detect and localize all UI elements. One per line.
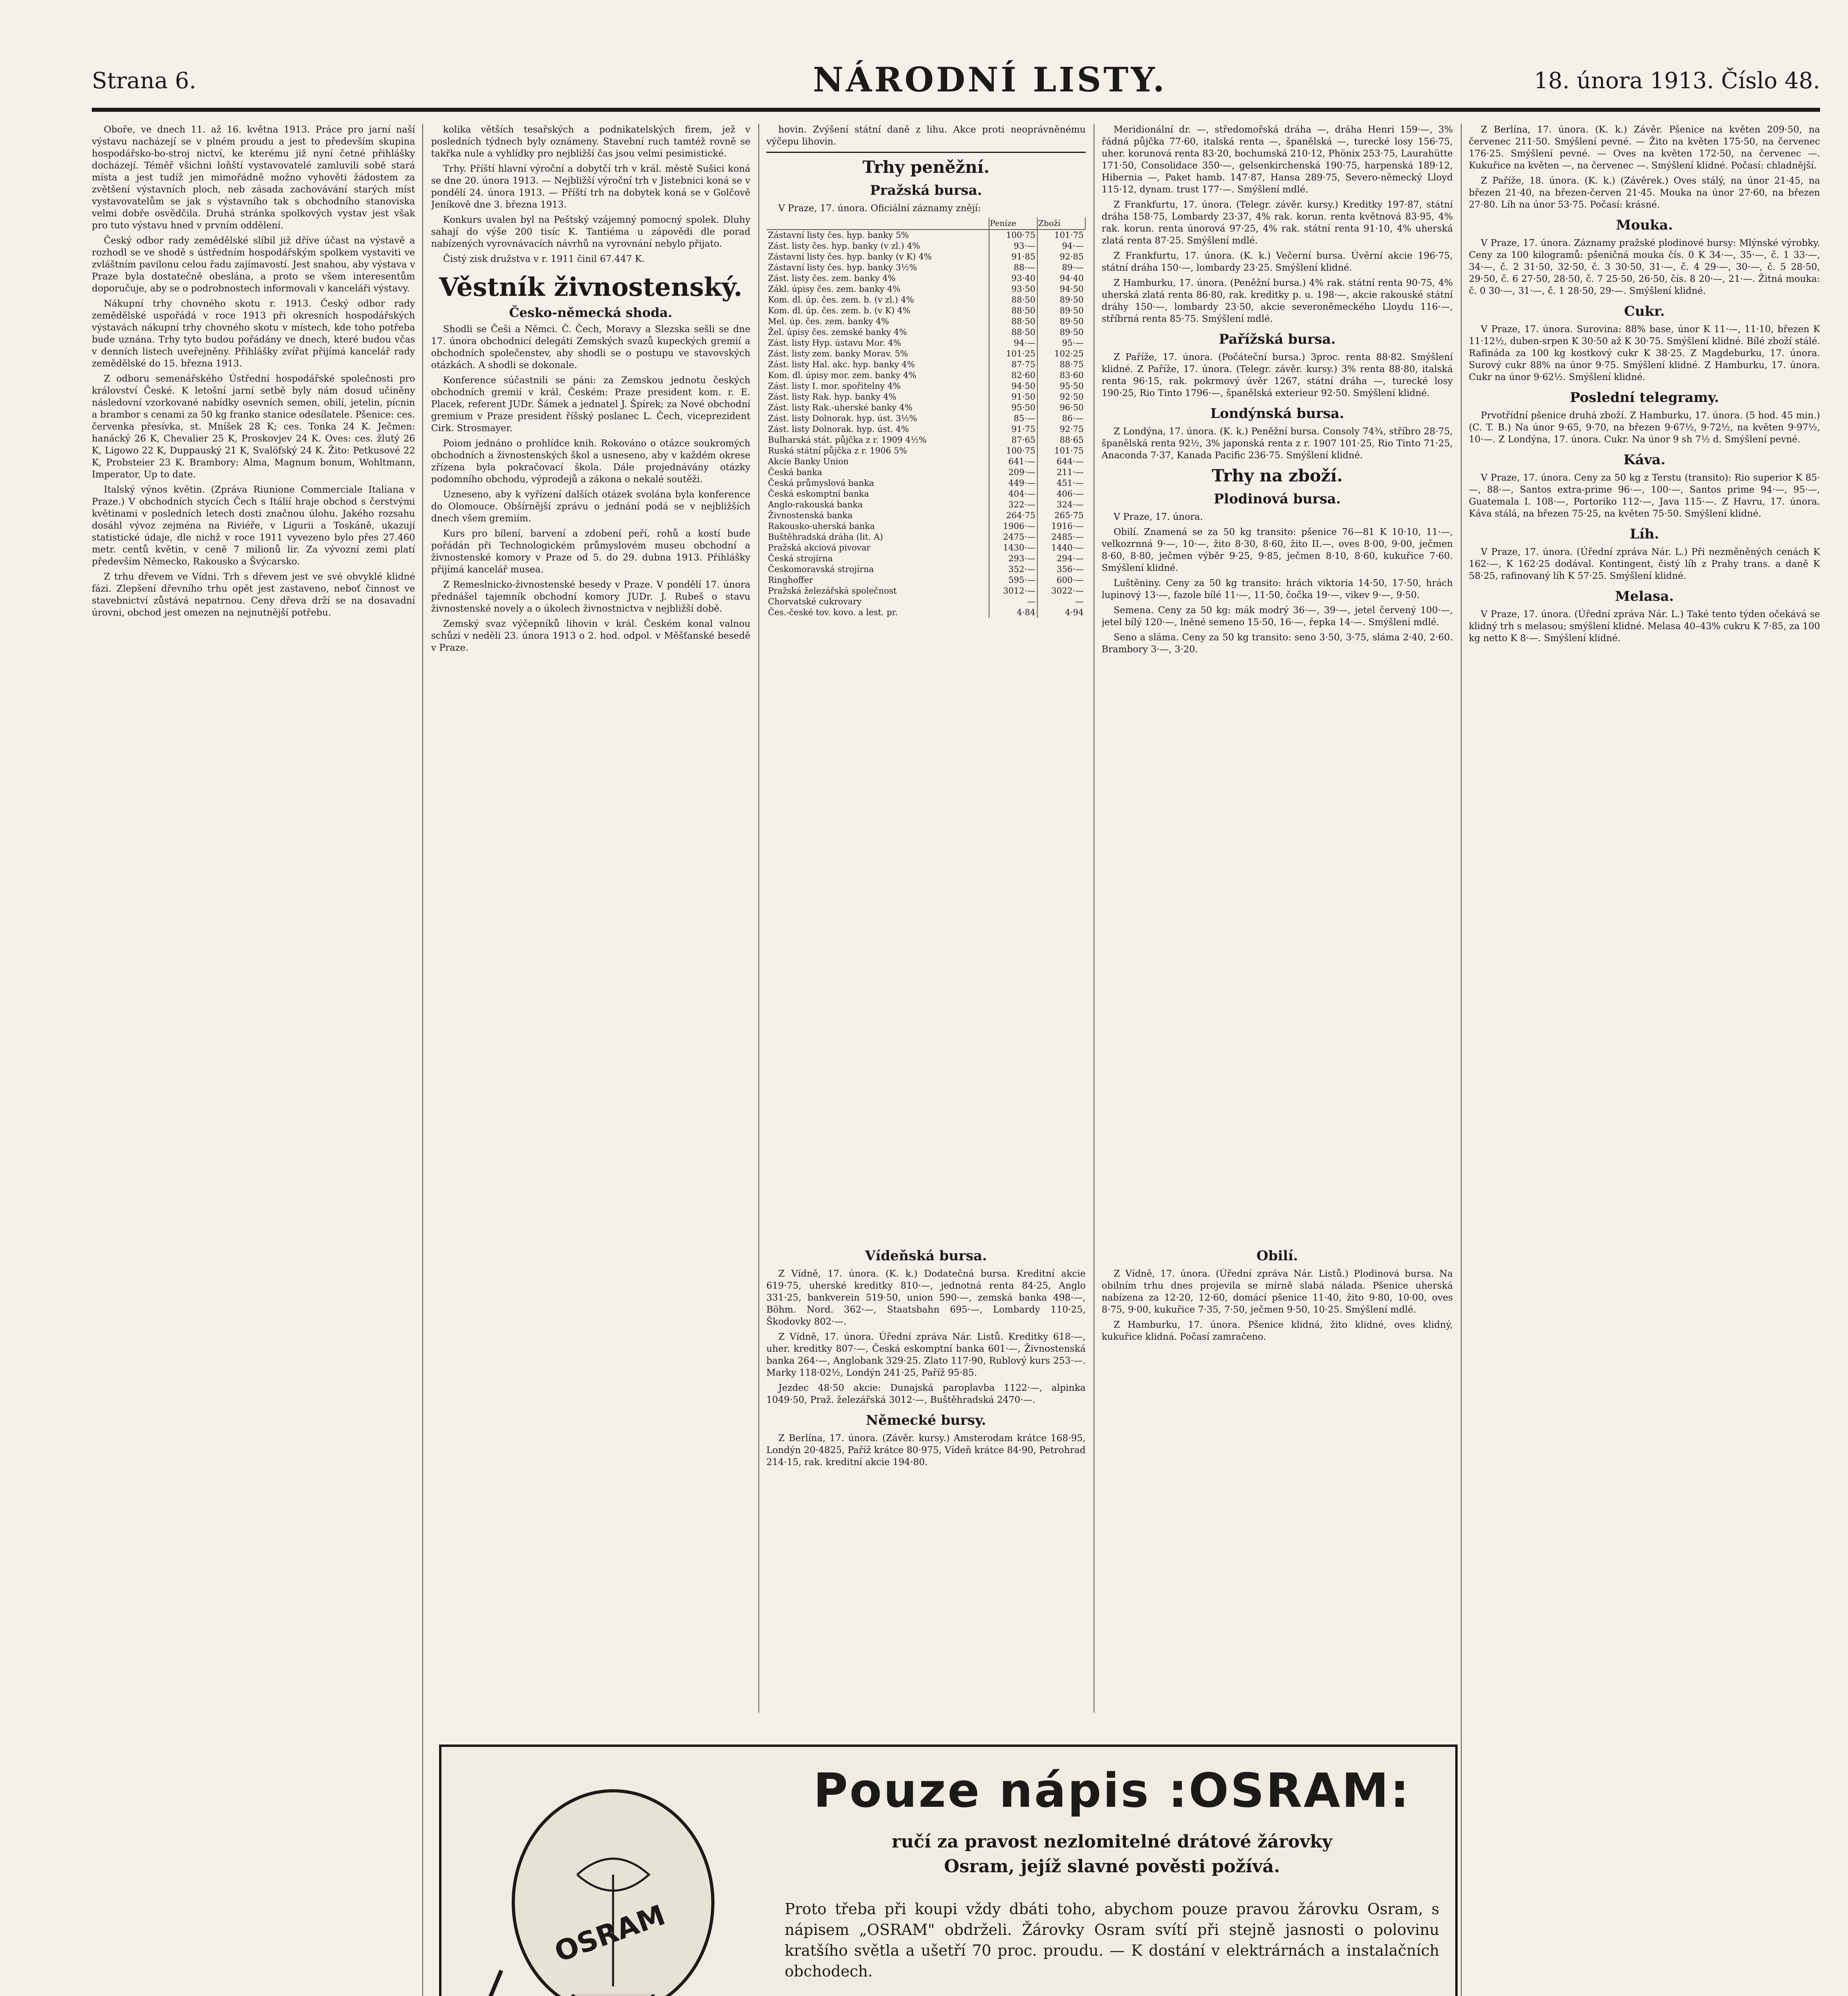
- article-paragraph: Oboře, ve dnech 11. až 16. května 1913. Práce pro jarní naší výstavu nacházejí se v plném proudu a jest to především skupina hospodářsko-bo-stroj nictví, ke kterému již nyní četné přihlášky docházejí. Téměř všichni loňští vystavovatelé zamluvili sobě stará místa a jest tudíž jen mimořádně možno vyhověti žádostem za zvětšení výstavních ploch, neb zásada zachovávání starých míst vystavovatelům se jak s výstavního tak s obchodního stanoviska velmi dobře osvědčila. Druhá stránka spolkových vystav jest však pro tuto výstavu hned v prvním oddělení.: [92, 125, 415, 231]
- table-row: [766, 381, 1085, 392]
- table-row: [766, 413, 1085, 424]
- price-buy: 93·40: [989, 273, 1037, 284]
- table-row: [766, 586, 1085, 596]
- column-4-lower: [1102, 1242, 1453, 1681]
- price-buy: 82·60: [989, 370, 1037, 381]
- security-name: Rakousko-uherská banka: [766, 521, 989, 532]
- article-paragraph: Z Remeslnicko-živnostenské besedy v Praze. V pondělí 17. února přednášel tajemník obchodní komory JUDr. J. Rubeš o stavu živnostenské novely a o úkolech živnostnictva v nejbližší době.: [431, 580, 750, 614]
- price-buy: 91·75: [989, 424, 1037, 435]
- security-name: Bulharská stát. půjčka z r. 1909 4½%: [766, 435, 989, 446]
- table-row: [766, 262, 1085, 273]
- security-name: Zást. listy Rak.-uherské banky 4%: [766, 402, 989, 413]
- article-paragraph: Z Berlína, 17. února. (K. k.) Závěr. Pšenice na květen 209·50, na červenec 211·50. Smýšlení pevné. — Žito na květen 175·50, na červenec 176·25. Smýšlení pevné. — Oves na květen 172·50, na červenec —. Kukuřice na květen —, na červenec —. Smýšlení klidné. Počasí: chladnější.: [1469, 125, 1820, 171]
- section-title-trhy: Trhy peněžní.: [862, 157, 990, 177]
- section-title-mouka: Mouka.: [1616, 217, 1673, 233]
- price-buy: 88·50: [989, 327, 1037, 338]
- security-name: Česká strojírna: [766, 553, 989, 564]
- security-name: Zást. listy zem. banky Morav. 5%: [766, 349, 989, 359]
- price-sell: 356·—: [1057, 564, 1084, 574]
- price-buy: 88·50: [989, 295, 1037, 305]
- article-paragraph: Seno a sláma. Ceny za 50 kg transito: seno 3·50, 3·75, sláma 2·40, 2·60. Brambory 3·—, 3·20.: [1102, 632, 1453, 655]
- price-buy: 100·75: [989, 230, 1037, 241]
- price-sell: 265·75: [1054, 511, 1084, 520]
- table-row: [766, 230, 1085, 241]
- security-name: Buštěhradská dráha (lit. A): [766, 532, 989, 543]
- price-buy: 93·—: [989, 241, 1037, 251]
- price-buy: 595·—: [989, 575, 1037, 586]
- security-name: Zástavní listy čes. hyp. banky (v K) 4%: [766, 251, 989, 262]
- price-buy: 449·—: [989, 478, 1037, 489]
- security-name: Zást. listy Hyp. ústavu Mor. 4%: [766, 338, 989, 349]
- price-buy: 85·—: [989, 413, 1037, 424]
- article-paragraph: Luštěniny. Ceny za 50 kg transito: hrách viktoria 14·50, 17·50, hrách lupinový 13·—, fazole bílé 11·—, 11·50, čočka 19·—, vikev 9·—, 9·50.: [1102, 578, 1453, 600]
- article-paragraph: Z Paříže, 17. února. (Počáteční bursa.) 3proc. renta 88·82. Smýšlení klidné. Z Paříže, 17. února. (Telegr. závěr. kursy.) 3% renta 88·80, italská renta 96·15, rak. pokrmový úvěr 1267, státní dráha —, turecké losy 190·25, Rio Tinto 1796·—, španělská exterieur 92·50. Smýšlení klidné.: [1102, 352, 1453, 398]
- table-row: [766, 456, 1085, 467]
- security-name: Zást. listy čes. zem. banky 4%: [766, 273, 989, 284]
- section-title-goods: Trhy na zboží.: [1212, 466, 1343, 485]
- security-name: Zást. listy Dolnorak. hyp. úst. 3½%: [766, 413, 989, 424]
- price-sell: 94·40: [1059, 273, 1084, 283]
- section-title-melasa: Melasa.: [1615, 588, 1674, 604]
- article-paragraph: V Praze, 17. února. Ceny za 50 kg z Terstu (transito): Rio superior K 85·—, 88·—, Santos extra-prime 96·—, 100·—, Santos prime 94·—, 95·—, Guatemala I. 108·—, Portoriko 112·—, Java 115·—. Z Havru, 17. února. Káva stálá, na březen 75·25, na květen 75·50. Smýšlení klidné.: [1469, 473, 1820, 519]
- table-row: [766, 349, 1085, 359]
- security-name: Česká eskomptní banka: [766, 489, 989, 499]
- price-buy: 352·—: [989, 564, 1037, 575]
- table-row: [766, 575, 1085, 586]
- price-buy: 87·75: [989, 359, 1037, 370]
- price-buy: 88·—: [989, 262, 1037, 273]
- price-buy: 293·—: [989, 553, 1037, 564]
- ad-tagline-1: ručí za pravost nezlomitelné drátové žárovky: [892, 1832, 1332, 1852]
- article-paragraph: Český odbor rady zemědělské slíbil již dříve účast na výstavě a rozhodl se ve shodě s ústředním hospodářským spolkem vystaviti ve zvláštním pavilonu celou řadu zajímavostí. Jest snahou, aby výstava v Praze byla dostatečně obeslána, a proto se všem interesentům doporučuje, aby se o podrobnostech informovali v kanceláři výstavy.: [92, 236, 415, 294]
- article-paragraph: Jezdec 48·50 akcie: Dunajská paroplavba 1122·—, alpinka 1049·50, Praž. železářská 3012·—, Buštěhradská 2470·—.: [766, 1383, 1086, 1405]
- price-sell: 95·50: [1059, 381, 1084, 391]
- price-sell: 406·—: [1057, 489, 1084, 499]
- table-row: [766, 402, 1085, 413]
- table-row: [766, 596, 1085, 607]
- article-paragraph: Semena. Ceny za 50 kg: mák modrý 36·—, 39·—, jetel červený 100·—, jetel bílý 120·—, lněné semeno 15·50, 16·—, řepka 14·—. Smýšlení mdlé.: [1102, 605, 1453, 628]
- security-name: Zást. listy Rak. hyp. banky 4%: [766, 392, 989, 402]
- price-buy: 4·84: [989, 607, 1037, 618]
- price-sell: 324·—: [1057, 500, 1084, 509]
- price-sell: 94·50: [1059, 284, 1084, 294]
- price-sell: 83·60: [1059, 370, 1084, 380]
- article-paragraph: V Praze, 17. února.: [1114, 512, 1203, 522]
- article-paragraph: Italský výnos květin. (Zpráva Riunione Commerciale Italiana v Praze.) V obchodních stycích Čech s Itálií hraje obchod s čerstvými květinami v posledních letech dosti značnou úlohu. Jakého rozsahu dosáhl vývoz zejména na Riviéře, v Ligurii a Toskáně, ukazují statistické údaje, dle nichž v roce 1911 vyvezeno bylo přes 27.460 metr. centů květin, v ceně 7 milionů lir. Za vývozní zemi platí především Německo, Rakousko a Švýcarsko.: [92, 485, 415, 567]
- section-title-london: Londýnská bursa.: [1210, 406, 1344, 422]
- column-divider: [1461, 124, 1462, 1996]
- price-buy: 641·—: [989, 456, 1037, 467]
- article-paragraph: Uzneseno, aby k vyřízení dalších otázek svolána byla konference do Olomouce. Obšírnější zprávu o jednání podá se v nejbližších dnech všem gremiím.: [431, 489, 750, 524]
- article-paragraph: hovin. Zvýšení státní daně z lihu. Akce proti neoprávněnému výčepu lihovin.: [766, 125, 1086, 147]
- price-buy: 404·—: [989, 489, 1037, 499]
- price-buy: 2475·—: [989, 532, 1037, 543]
- security-name: Zást. listy I. mor. spořitelny 4%: [766, 381, 989, 392]
- price-sell: 95·—: [1062, 338, 1084, 348]
- newspaper-title: NÁRODNÍ LISTY.: [813, 60, 1167, 99]
- table-row: [766, 392, 1085, 402]
- security-name: Žel. úpisy čes. zemské banky 4%: [766, 327, 989, 338]
- article-paragraph: Z trhu dřevem ve Vídni. Trh s dřevem jest ve své obvyklé klidné fázi. Zlepšení dřevního trhu opět jest zastaveno, neboť činnost ve stavebnictví zůstává nepatrnou. Ceny dřeva drží se na dosavadní úrovni, obchod jest omezen na nejnutnější potřebu.: [92, 572, 415, 618]
- price-buy: 3012·—: [989, 586, 1037, 596]
- table-row: [766, 424, 1085, 435]
- security-name: Kom. dl. úpisy mor. zem. banky 4%: [766, 370, 989, 381]
- price-sell: 92·85: [1059, 252, 1084, 261]
- price-buy: 1906·—: [989, 521, 1037, 532]
- article-paragraph: Z Frankfurtu, 17. února. (Telegr. závěr. kursy.) Kreditky 197·87, státní dráha 158·75, Lombardy 23·37, 4% rak. korun. renta květnová 83·95, 4% rak. korun. renta únorová 97·25, 4% rak. státní renta 91·10, 4% uherská zlatá renta 87·25. Smýšlení mdlé.: [1102, 200, 1453, 246]
- table-row: [766, 446, 1085, 456]
- security-name: Akcie Banky Union: [766, 456, 989, 467]
- price-sell: 89·50: [1059, 306, 1084, 315]
- article-paragraph: Poiom jednáno o prohlídce knih. Rokováno o otázce soukromých obchodních a živnostenských škol a usneseno, aby v každém okrese zřízena byla pokračovací škola. Dále projednávány otázky podomního obchodu, výprodejů a zákona o nekalé soutěži.: [431, 438, 750, 485]
- article-paragraph: V Praze, 17. února. Oficiální záznamy znějí:: [778, 203, 981, 214]
- section-title-vienna: Vídeňská bursa.: [865, 1248, 987, 1264]
- security-name: Zást. listy Hal. akc. hyp. banky 4%: [766, 359, 989, 370]
- section-title-lih: Líh.: [1630, 526, 1659, 542]
- article-paragraph: Z odboru semenářského Ústřední hospodářské společnosti pro království České. K letošní jarní setbě byly nám dosud učiněny následovní vzorkované nabídky osevních semen, obilí, jetelin, pícnin a brambor s cenami za 50 kg franko stanice odesílatele. Pšenice: ces. červenka přesívka, st. Mníšek 28 K; ces. Tonka 24 K. Ječmen: hanácký 26 K, Chevalier 25 K, Proskovjev 24 K. Oves: ces. žlutý 26 K, Ligowo 22 K, Duppauský 21 K, Svalöfský 24 K. Žito: Petkusové 22 K, Probsteier 23 K. Brambory: Alma, Magnum bonum, Wohltmann, Imperator, Up to date.: [92, 374, 415, 480]
- article-paragraph: V Praze, 17. února. Surovina: 88% base, únor K 11·—, 11·10, březen K 11·12½, duben-srpen K 30·50 až K 30·75. Smýšlení klidné. Bílé zboží stálé. Rafináda za 100 kg kostkový cukr K 38·25. Z Magdeburku, 17. února. Surový cukr 88% na únor 9·75. Smýšlení klidné. Z Hamburku, 17. února. Cukr na únor 9·62½. Smýšlení klidné.: [1469, 324, 1820, 382]
- article-paragraph: Z Londýna, 17. února. (K. k.) Peněžní bursa. Consoly 74¾, stříbro 28·75, španělská renta 92½, 3% japonská renta z r. 1907 101·25, Rio Tinto 71·25, Anaconda 7·37, Kanada Pacific 236·75. Smýšlení klidné.: [1102, 426, 1453, 461]
- table-row: [766, 607, 1085, 618]
- bulb-label: OSRAM: [550, 1898, 669, 1969]
- price-sell: 102·25: [1054, 349, 1084, 358]
- price-buy: 94·—: [989, 338, 1037, 349]
- article-paragraph: Prvotřídní pšenice druhá zboží. Z Hamburku, 17. února. (5 hod. 45 min.) (C. T. B.) Na únor 9·65, 9·70, na březen 9·67½, 9·72½, na květen 9·97½, 10·—. Z Londýna, 17. února. Cukr. Na únor 9 sh 7½ d. Smýšlení pevné.: [1469, 410, 1820, 445]
- article-paragraph: Meridionální dr. —, středomořská dráha —, dráha Henri 159·—, 3% řádná půjčka 77·60, italská renta —, španělská —, turecké losy 156·75, uher. korunová renta 83·20, bochumská 210·12, Phönix 253·75, Laurahütte 171·50, Consolidace 350·—, gelsenkirchenská 190·75, harpenská 189·12, Hibernia —, Paket hamb. 147·87, Hansa 289·75, Severo-německý Lloyd 115·12, dynam. trust 177·—. Smýšlení mdlé.: [1102, 125, 1453, 195]
- article-paragraph: kolika větších tesařských a podnikatelských firem, jež v posledních týdnech byly oznámeny. Stavební ruch tamtéž rovně se takřka nule a vyhlídky pro nejbližší čas jsou velmi pesimistické.: [431, 125, 750, 159]
- table-row: [766, 273, 1085, 284]
- article-paragraph: Z Paříže, 18. února. (K. k.) (Závěrek.) Oves stálý, na únor 21·45, na březen 21·40, na březen-červen 21·45. Mouka na únor 27·60, na březen 27·80. Líh na únor 53·75. Počasí: krásné.: [1469, 176, 1820, 210]
- security-name: Česká banka: [766, 467, 989, 478]
- price-sell: 86·—: [1062, 414, 1084, 423]
- price-buy: 101·25: [989, 349, 1037, 359]
- section-title-kava: Káva.: [1623, 452, 1666, 468]
- article-paragraph: Nákupní trhy chovného skotu r. 1913. Český odbor rady zemědělské uspořádá v roce 1913 při okresních hospodářských výstavách nákupní trhy chovného skotu v místech, kde toho potřeba bude uznána. Trhy tyto budou pořádány ve dnech, které budou včas v denních listech uveřejněny. Přihlášky zvířat přijímá kancelář rady zemědělské do 15. března 1913.: [92, 299, 415, 369]
- section-title-prague: Pražská bursa.: [870, 182, 982, 198]
- security-name: Mel. úp. čes. zem. banky 4%: [766, 316, 989, 327]
- column-divider: [422, 124, 423, 1996]
- table-row: [766, 478, 1085, 489]
- price-buy: 93·50: [989, 284, 1037, 295]
- securities-table: [766, 218, 1086, 618]
- ad-body-text: Proto třeba při koupi vždy dbáti toho, abychom pouze pravou žárovku Osram, s nápisem „OSRAM" obdrželi. Žárovky Osram svítí při stejně jasnosti o polovinu kratšího světla a ušetří 70 proc. proudu. — K dostání v elektrárnách a instalačních obchodech.: [785, 1900, 1439, 1980]
- price-buy: 209·—: [989, 467, 1037, 478]
- table-row: [766, 532, 1085, 543]
- price-sell: 92·50: [1059, 392, 1084, 402]
- table-row: [766, 435, 1085, 446]
- article-paragraph: Zemský svaz výčepníků lihovin v král. Českém konal valnou schůzi v neděli 23. února 1913 o 2. hod. odpol. v Měšťanské besedě v Praze.: [431, 619, 750, 653]
- section-title-plodinova: Plodinová bursa.: [1213, 491, 1341, 507]
- table-row: [766, 284, 1085, 295]
- section-title-vestnik: Věstník živnostenský.: [439, 272, 742, 302]
- security-name: Kom. dl. úp. čes. zem. b. (v K) 4%: [766, 305, 989, 316]
- column-3-lower: [766, 1242, 1086, 1681]
- section-title-german: Německé bursy.: [866, 1412, 986, 1428]
- security-name: Pražská železářská společnost: [766, 586, 989, 596]
- column-5: [1469, 124, 1820, 1996]
- column-divider: [758, 124, 759, 1713]
- price-sell: 101·75: [1054, 230, 1084, 240]
- table-row: [766, 510, 1085, 521]
- ad-tagline-2: Osram, jejíž slavné pověsti požívá.: [944, 1856, 1280, 1877]
- section-title-cukr: Cukr.: [1624, 303, 1665, 319]
- article-paragraph: Z Frankfurtu, 17. února. (K. k.) Večerní bursa. Úvěrní akcie 196·75, státní dráha 150·—, lombardy 23·25. Smýšlení klidné.: [1102, 251, 1453, 273]
- price-buy: 91·85: [989, 251, 1037, 262]
- table-row: [766, 338, 1085, 349]
- security-name: Anglo-rakouská banka: [766, 499, 989, 510]
- issue-date: 18. února 1913. Číslo 48.: [1534, 68, 1820, 94]
- price-sell: 88·65: [1059, 435, 1084, 445]
- price-buy: 1430·—: [989, 543, 1037, 553]
- security-name: Čes.-české tov. kovo. a lest. pr.: [766, 607, 989, 618]
- security-name: Ringhoffer: [766, 575, 989, 586]
- ad-headline: Pouze nápis :OSRAM:: [813, 1763, 1411, 1818]
- lightbulb-illustration: [457, 1771, 769, 1996]
- rule: [766, 152, 1086, 153]
- price-sell: 3022·—: [1051, 586, 1084, 596]
- security-name: Zástavní listy čes. hyp. banky 5%: [766, 230, 989, 241]
- article-paragraph: Obilí. Znamená se za 50 kg transito: pšenice 76—81 K 10·10, 11·—, velkozrnná 9·—, 10·—, žito 8·30, 8·60, žito II.—, oves 8·00, 9·00, ječmen 8·60, 8·80, ječmen výběr 9·25, 9·85, ječmen 8·10, 8·60, kukuřice 7·60. Smýšlení klidné.: [1102, 527, 1453, 573]
- table-row: [766, 251, 1085, 262]
- price-buy: 88·50: [989, 305, 1037, 316]
- security-name: Zást. listy čes. hyp. banky (v zl.) 4%: [766, 241, 989, 251]
- price-sell: 88·75: [1059, 360, 1084, 369]
- price-sell: 600·—: [1057, 575, 1084, 585]
- article-paragraph: Z Vídně, 17. února. (K. k.) Dodatečná bursa. Kreditní akcie 619·75, uherské kreditky 810·—, jednotná renta 84·25, Anglo 331·25, bankverein 519·50, union 590·—, zemská banka 498·—, Böhm. Nord. 362·—, Staatsbahn 695·—, Lombardy 110·25, Škodovky 802·—.: [766, 1269, 1086, 1327]
- article-paragraph: Z Vídně, 17. února. Úřední zpráva Nár. Listů. Kreditky 618·—, uher. kreditky 807·—, Česká eskomptní banka 601·—, Živnostenská banka 264·—, Anglobank 329·25. Zlato 117·90, Rublový kurs 253·—. Marky 118·02½, Londýn 241·25, Paříž 95·85.: [766, 1332, 1086, 1378]
- security-name: Kom. dl. úp. čes. zem. b. (v zl.) 4%: [766, 295, 989, 305]
- price-sell: 101·75: [1054, 446, 1084, 455]
- price-sell: 89·50: [1059, 327, 1084, 337]
- price-buy: 322·—: [989, 499, 1037, 510]
- security-name: Zákl. úpisy čes. zem. banky 4%: [766, 284, 989, 295]
- price-sell: —: [1075, 597, 1084, 606]
- security-name: Pražská akciová pivovar: [766, 543, 989, 553]
- article-paragraph: Kurs pro bílení, barvení a zdobení peří, rohů a kostí bude pořádán při Technologickém průmyslovém museu obchodní a živnostenské komory v Praze od 5. do 29. dubna 1913. Přihlášky přijímá kancelář musea.: [431, 529, 750, 575]
- table-header-buy: Peníze: [989, 218, 1037, 230]
- section-title-obili: Obilí.: [1256, 1248, 1298, 1264]
- article-paragraph: Shodli se Češi a Němci. Č. Čech, Moravy a Slezska sešli se dne 17. února obchodnicí delegáti Zemských svazů kupeckých gremií a obchodních společenstev, aby shodli se o postupu ve stavovských otázkách. A shodli se dokonale.: [431, 324, 750, 370]
- table-row: [766, 499, 1085, 510]
- table-row: [766, 564, 1085, 575]
- price-buy: —: [989, 596, 1037, 607]
- price-buy: 94·50: [989, 381, 1037, 392]
- section-subtitle: Česko-německá shoda.: [509, 305, 673, 320]
- article-paragraph: Trhy. Příští hlavní výroční a dobytčí trh v král. městě Sušici koná se dne 20. února 1913. — Nejbližší výroční trh v Jistebnici koná se v pondělí 24. února 1913. — Příští trh na dobytek koná se v Golčově Jeníkově dne 3. března 1913.: [431, 164, 750, 210]
- security-name: Živnostenská banka: [766, 510, 989, 521]
- price-sell: 2485·—: [1051, 532, 1084, 542]
- article-paragraph: Z Vídně, 17. února. (Úřední zpráva Nár. Listů.) Plodinová bursa. Na obilním trhu dnes projevila se mírně slabá nálada. Pšenice uherská nabízena za 12·20, 12·60, domácí pšenice 11·40, žito 9·80, 10·00, oves 8·75, 9·00, kukuřice 7·35, 7·50, ječmen 9·50, 10·25. Smýšlení mdlé.: [1102, 1269, 1453, 1315]
- price-buy: 87·65: [989, 435, 1037, 446]
- page-number: Strana 6.: [92, 68, 196, 94]
- price-sell: 92·75: [1059, 424, 1084, 434]
- table-header-sell: Zboží: [1037, 218, 1085, 230]
- osram-advertisement: [439, 1745, 1458, 1996]
- table-row: [766, 489, 1085, 499]
- article-paragraph: V Praze, 17. února. Záznamy pražské plodinové bursy: Mlýnské výrobky. Ceny za 100 kilogramů: pšeničná mouka čís. 0 K 34·—, 35·—, č. 1 33·—, 34·—, č. 2 31·50, 32·50, č. 3 30·50, 31·—, č. 4 29·—, 30·—, č. 5 28·50, 29·50, č. 6 27·50, 28·50, č. 7 25·50, 26·50, čís. 8 20·—, 21·—. Žitná mouka: č. 0 30·—, 31·—, č. 1 28·50, 29·—. Smýšlení klidné.: [1469, 238, 1820, 296]
- price-sell: 94·—: [1062, 241, 1084, 251]
- section-title-telegramy: Poslední telegramy.: [1570, 390, 1719, 406]
- security-name: Chorvatské cukrovary: [766, 596, 989, 607]
- article-paragraph: V Praze, 17. února. (Úřední zpráva Nár. L.) Také tento týden očekává se klidný trh s melasou; smýšlení klidné. Melasa 40–43% cukru K 7·85, za 100 kg netto K 8·—. Smýšlení klidné.: [1469, 609, 1820, 644]
- column-3: [766, 124, 1086, 1234]
- security-name: Ruská státní půjčka z r. 1906 5%: [766, 446, 989, 456]
- price-sell: 294·—: [1057, 554, 1084, 563]
- table-row: [766, 521, 1085, 532]
- table-row: [766, 295, 1085, 305]
- column-1: [92, 124, 415, 1996]
- price-sell: 89·50: [1059, 295, 1084, 305]
- price-buy: 264·75: [989, 510, 1037, 521]
- price-sell: 1440·—: [1051, 543, 1084, 552]
- price-buy: 91·50: [989, 392, 1037, 402]
- section-title-paris: Pařížská bursa.: [1219, 331, 1336, 347]
- price-sell: 644·—: [1057, 457, 1084, 466]
- table-header-row: [766, 218, 1085, 230]
- column-2: [431, 124, 750, 1996]
- table-row: [766, 241, 1085, 251]
- price-sell: 451·—: [1057, 478, 1084, 488]
- price-sell: 211·—: [1057, 467, 1084, 477]
- table-row: [766, 543, 1085, 553]
- price-buy: 95·50: [989, 402, 1037, 413]
- table-row: [766, 305, 1085, 316]
- article-paragraph: Čistý zisk družstva v r. 1911 činil 67.447 K.: [443, 254, 645, 264]
- security-name: Českomoravská strojírna: [766, 564, 989, 575]
- table-row: [766, 316, 1085, 327]
- masthead: [92, 60, 1820, 112]
- article-paragraph: Z Hamburku, 17. února. (Peněžní bursa.) 4% rak. státní renta 90·75, 4% uherská zlatá renta 86·80, rak. kreditky p. u. 198·—, akcie rakouské státní dráhy 150·—, lombardy 23·50, akcie severoněmeckého Lloydu 116·—, stříbrná renta 85·75. Smýšlení mdlé.: [1102, 278, 1453, 324]
- securities-table-body: [766, 230, 1085, 618]
- price-sell: 89·50: [1059, 317, 1084, 326]
- article-paragraph: V Praze, 17. února. (Úřední zpráva Nár. L.) Při nezměněných cenách K 162·—, K 162·25 dodával. Kontingent, čistý líh z Prahy trans. a daně K 58·25, rafinovaný líh K 57·25. Smýšlení klidné.: [1469, 547, 1820, 581]
- article-paragraph: Z Berlína, 17. února. (Závěr. kursy.) Amsterodam krátce 168·95, Londýn 20·4825, Paříž krátce 80·975, Vídeň krátce 84·90, Petrohrad 214·15, rak. kreditní akcie 194·80.: [766, 1433, 1086, 1467]
- price-sell: 89·—: [1062, 263, 1084, 272]
- table-row: [766, 467, 1085, 478]
- price-sell: 96·50: [1059, 403, 1084, 412]
- article-paragraph: Konkurs uvalen byl na Peštský vzájemný pomocný spolek. Dluhy sahají do výše 200 tisíc K. Tantiéma u zápovědi dle porad nabízených vyrovnávacích návrhů na vyrovnání nebylo přijato.: [431, 215, 750, 249]
- security-name: Česká průmyslová banka: [766, 478, 989, 489]
- price-sell: 4·94: [1065, 608, 1084, 617]
- table-header-name: [766, 218, 989, 230]
- article-paragraph: Z Hamburku, 17. února. Pšenice klidná, žito klidné, oves klidný, kukuřice klidná. Počasí zamračeno.: [1102, 1320, 1453, 1342]
- price-sell: 1916·—: [1051, 521, 1084, 531]
- price-buy: 88·50: [989, 316, 1037, 327]
- article-paragraph: Konference súčastnili se páni: za Zemskou jednotu českých obchodních gremií v král. Českém: Praze president kom. r. E. Placek, referent JUDr. Šámek a jednatel J. Špírek; za Nové obchodní gremium v Praze president říšský poslanec L. Čech, viceprezident Cirk. Strosmayer.: [431, 375, 750, 434]
- security-name: Zást. listy Dolnorak. hyp. úst. 4%: [766, 424, 989, 435]
- table-row: [766, 553, 1085, 564]
- table-row: [766, 359, 1085, 370]
- price-buy: 100·75: [989, 446, 1037, 456]
- column-4: [1102, 124, 1453, 1234]
- table-row: [766, 327, 1085, 338]
- security-name: Zástavní listy čes. hyp. banky 3½%: [766, 262, 989, 273]
- table-row: [766, 370, 1085, 381]
